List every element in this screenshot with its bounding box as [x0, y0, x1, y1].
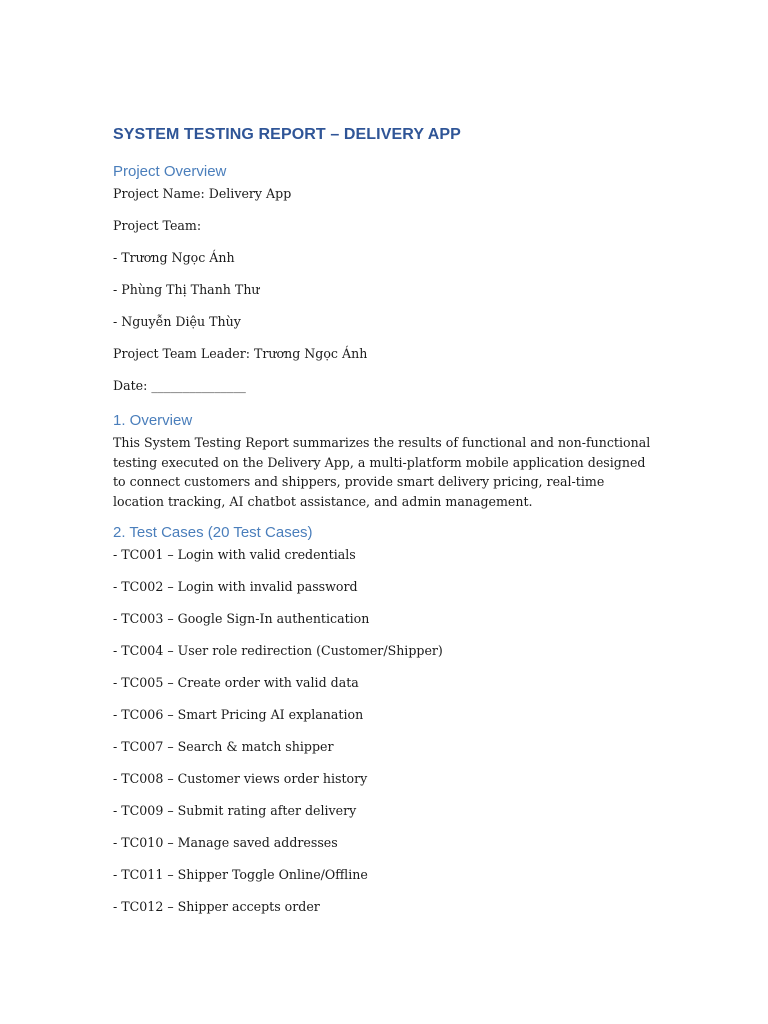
- overview-heading: 1. Overview: [113, 412, 193, 429]
- test-case-item: - TC009 – Submit rating after delivery: [113, 803, 357, 818]
- test-case-item: - TC010 – Manage saved addresses: [113, 835, 338, 850]
- test-case-item: - TC012 – Shipper accepts order: [113, 899, 320, 914]
- test-case-item: - TC004 – User role redirection (Customer/Shipper): [113, 643, 443, 658]
- test-case-item: - TC011 – Shipper Toggle Online/Offline: [113, 867, 368, 882]
- overview-paragraph: This System Testing Report summarizes the results of functional and non-functional testing executed on the Delivery App, a multi-platform mobile application designed to connect customers and shippers, provide smart delivery pricing, real-time location tracking, AI chatbot assistance, and admin management.: [113, 435, 651, 509]
- test-case-item: - TC002 – Login with invalid password: [113, 579, 358, 594]
- project-team-leader: Project Team Leader: Trương Ngọc Ánh: [113, 346, 368, 361]
- team-member: - Phùng Thị Thanh Thư: [113, 282, 260, 297]
- test-case-item: - TC008 – Customer views order history: [113, 771, 368, 786]
- project-team-label: Project Team:: [113, 218, 202, 233]
- test-case-item: - TC006 – Smart Pricing AI explanation: [113, 707, 364, 722]
- project-overview-heading: Project Overview: [113, 163, 227, 180]
- document-title: SYSTEM TESTING REPORT – DELIVERY APP: [113, 126, 461, 143]
- date-field: Date: _______________: [113, 378, 246, 393]
- test-case-item: - TC003 – Google Sign-In authentication: [113, 611, 370, 626]
- team-member: - Nguyễn Diệu Thùy: [113, 314, 241, 329]
- test-case-item: - TC005 – Create order with valid data: [113, 675, 359, 690]
- test-cases-heading: 2. Test Cases (20 Test Cases): [113, 524, 313, 541]
- test-case-item: - TC001 – Login with valid credentials: [113, 547, 356, 562]
- team-member: - Trương Ngọc Ánh: [113, 250, 235, 265]
- project-name: Project Name: Delivery App: [113, 186, 292, 201]
- test-case-item: - TC007 – Search & match shipper: [113, 739, 334, 754]
